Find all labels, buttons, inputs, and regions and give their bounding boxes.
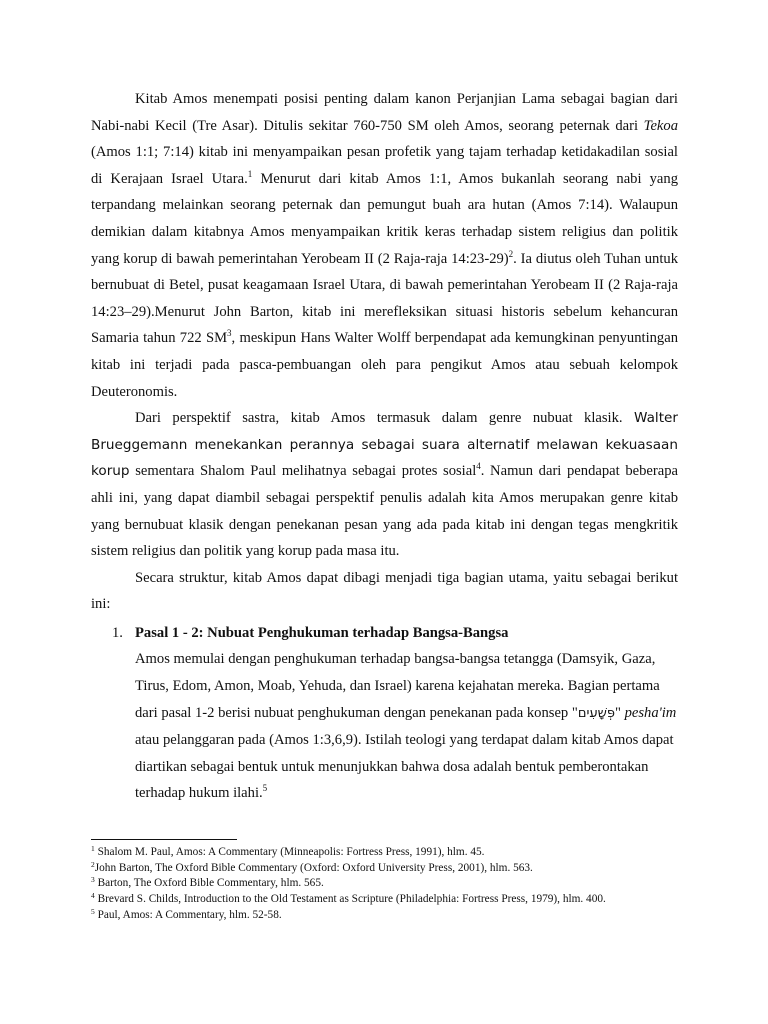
footnote-1 xyxy=(91,845,691,861)
footnote-ref-5[interactable]: 5 xyxy=(262,783,268,794)
footnotes xyxy=(91,845,691,924)
list-text-b: atau pelanggaran pada (Amos 1:3,6,9). Istilah teologi yang terdapat dalam kitab Amos dapat diartikan sebagai bentuk untuk menunjukkan bahwa dosa adalah bentuk pemberontakan terhadap hukum ilahi. xyxy=(135,732,674,802)
footnote-ref-2[interactable]: 2 xyxy=(508,248,514,259)
footnote-text: Paul, Amos: A Commentary, hlm. 52-58. xyxy=(94,908,282,921)
footnote-text: John Barton, The Oxford Bible Commentary (Oxford: Oxford University Press, 2001), hlm. 563. xyxy=(94,861,533,874)
footnote-3 xyxy=(91,876,691,892)
list-item-title: Pasal 1 - 2: Nubuat Penghukuman terhadap Bangsa-Bangsa xyxy=(135,624,509,641)
hebrew-term: פְּשָׁעִים xyxy=(577,705,615,721)
document-body xyxy=(91,86,678,807)
footnote-ref-4[interactable]: 4 xyxy=(476,461,481,472)
list-text-a: Amos memulai dengan penghukuman terhadap bangsa-bangsa tetangga (Damsyik, Gaza, Tirus, Edom, Amon, Moab, Yehuda, dan Israel) karena kejahatan mereka. Bagian pertama dari pasal 1-2 berisi nubuat penghukuman dengan penekanan pada konsep " xyxy=(135,651,660,721)
p1-text-c: Menurut dari kitab Amos 1:1, Amos bukanlah seorang nabi yang terpandang melainkan seorang peternak dan pemungut buah ara hutan (Amos 7:14). Walaupun demikian dalam kitabnya Amos menyampaikan kritik keras terhadap sistem religius dan politik yang korup di bawah pemerintahan Yerobeam II (2 Raja-raja 14:23-29) xyxy=(91,170,678,267)
footnote-ref-1[interactable]: 1 xyxy=(247,168,253,179)
footnote-5 xyxy=(91,908,691,924)
footnote-ref-3[interactable]: 3 xyxy=(227,328,232,339)
paragraph-3: Secara struktur, kitab Amos dapat dibagi menjadi tiga bagian utama, yaitu sebagai berikut ini: xyxy=(91,569,678,613)
p1-text-b: (Amos 1:1; 7:14) kitab ini menyampaikan pesan profetik yang tajam terhadap ketidakadilan sosial di Kerajaan Israel Utara. xyxy=(91,144,678,187)
list-quote-close: " xyxy=(614,704,625,721)
footnote-text: Shalom M. Paul, Amos: A Commentary (Minneapolis: Fortress Press, 1991), hlm. 45. xyxy=(94,846,485,858)
p2-sans-text: Walter Brueggemann menekankan perannya sebagai suara alternatif melawan kekuasaan korup xyxy=(91,410,678,480)
p1-text-a: Kitab Amos menempati posisi penting dalam kanon Perjanjian Lama sebagai bagian dari Nabi-nabi Kecil (Tre Asar). Ditulis sekitar 760-750 SM oleh Amos, seorang peternak dari xyxy=(91,91,678,134)
list-item-1 xyxy=(91,620,678,807)
footnote-4 xyxy=(91,892,691,908)
list-number: 1. xyxy=(112,624,123,641)
footnote-number: 2 xyxy=(91,859,95,869)
footnote-text: Barton, The Oxford Bible Commentary, hlm. 565. xyxy=(94,877,324,890)
list-italic-term: pesha'im xyxy=(624,704,677,721)
paragraph-1 xyxy=(91,86,678,405)
p2-text-c: . Namun dari pendapat beberapa ahli ini, yang dapat diambil sebagai perspektif penulis adalah kita Amos merupakan genre kitab yang bernubuat klasik dengan penekanan pesan yang ada pada kitab ini dengan tegas mengkritik sistem religius dan politik yang korup pada masa itu. xyxy=(91,463,678,560)
p1-emphasis-tekoa: Tekoa xyxy=(643,117,678,134)
p1-text-e: , meskipun Hans Walter Wolff berpendapat ada kemungkinan penyuntingan kitab ini terjadi pada pasca-pembuangan oleh para pengikut Amos atau sebuah kelompok Deuteronomis. xyxy=(91,330,678,400)
footnote-number: 5 xyxy=(91,906,95,916)
footnote-2 xyxy=(91,861,691,877)
paragraph-2 xyxy=(91,405,678,565)
footnote-number: 1 xyxy=(91,844,95,853)
p1-text-d: . Ia diutus oleh Tuhan untuk bernubuat di Betel, pusat keagamaan Israel Utara, di bawah pemerintahan Yerobeam II (2 Raja-raja 14:23–29).Menurut John Barton, kitab ini merefleksikan situasi historis sebelum kehancuran Samaria tahun 722 SM xyxy=(91,250,678,347)
footnote-number: 4 xyxy=(91,891,95,901)
footnote-text: Brevard S. Childs, Introduction to the Old Testament as Scripture (Philadelphia: Fortress Press, 1979), hlm. 400. xyxy=(94,893,606,906)
p2-text-b: sementara Shalom Paul melihatnya sebagai protes sosial xyxy=(129,463,477,480)
footnote-separator xyxy=(91,839,237,840)
footnote-number: 3 xyxy=(91,875,95,885)
p2-text-a: Dari perspektif sastra, kitab Amos termasuk dalam genre nubuat klasik. xyxy=(135,410,635,427)
list-item-body xyxy=(135,646,678,807)
